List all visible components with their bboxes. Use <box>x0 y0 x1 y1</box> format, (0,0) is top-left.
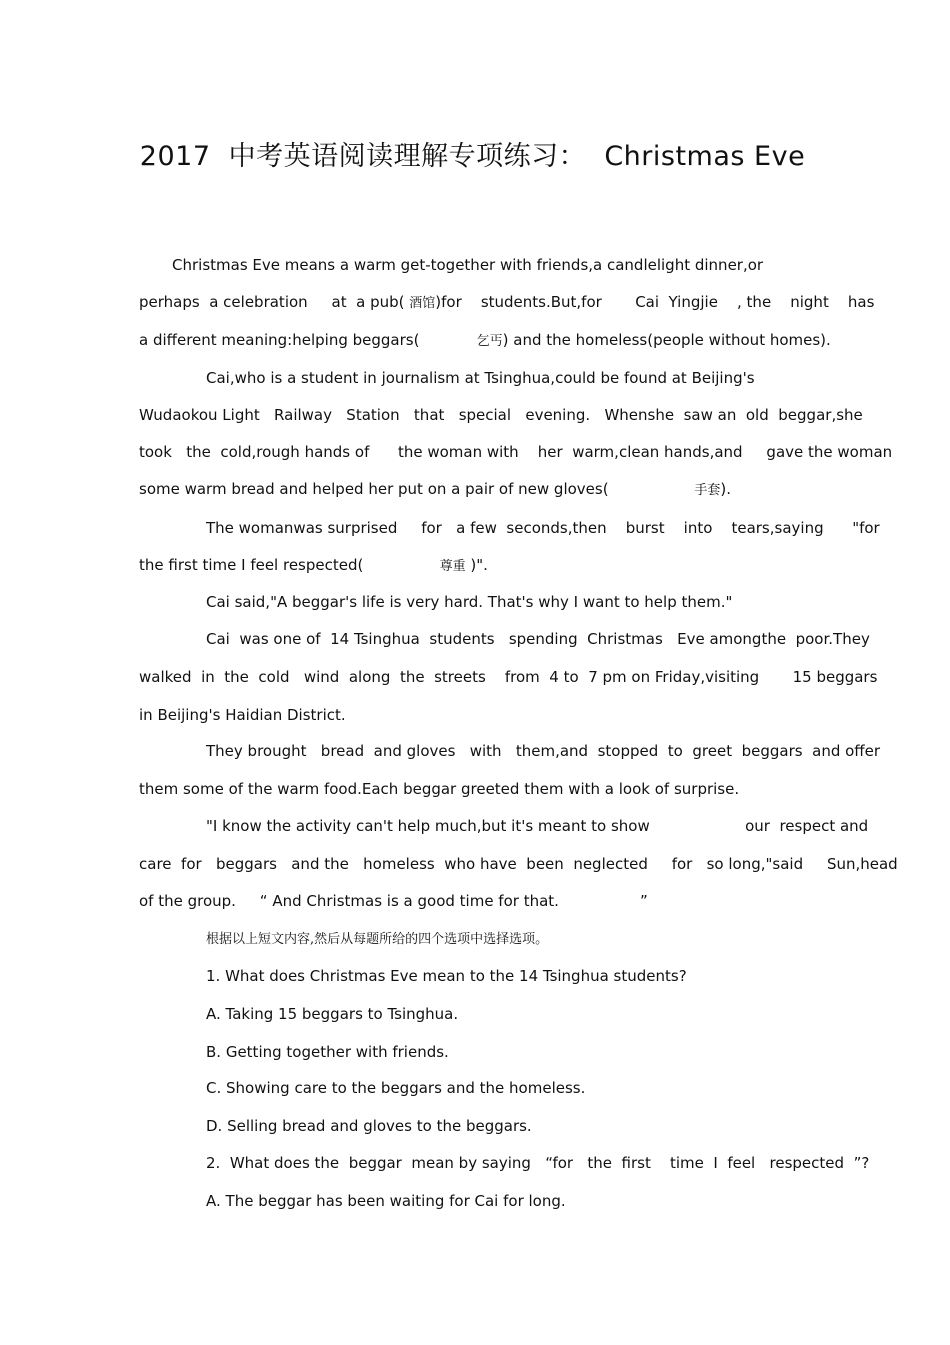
passage-line: of the group. “ And Christmas is a good time for that. ” <box>139 892 648 910</box>
passage-line: The womanwas surprised for a few seconds,then burst into tears,saying "for <box>206 519 880 537</box>
instruction: 根据以上短文内容,然后从每题所给的四个选项中选择选项。 <box>206 932 549 947</box>
answer-option: A. Taking 15 beggars to Tsinghua. <box>206 1005 459 1023</box>
passage-line: Cai said,"A beggar's life is very hard. That's why I want to help them." <box>206 593 733 611</box>
passage-line: "I know the activity can't help much,but it's meant to show our respect and <box>206 817 869 835</box>
page-title: 2017 中考英语阅读理解专项练习： Christmas Eve <box>139 141 806 172</box>
passage-line: Cai was one of 14 Tsinghua students spending Christmas Eve amongthe poor.They <box>206 630 870 648</box>
passage-line: some warm bread and helped her put on a pair of new gloves( 手套). <box>139 480 732 498</box>
answer-option: B. Getting together with friends. <box>206 1043 449 1061</box>
chinese-gloss: 手套 <box>694 483 721 498</box>
question-stem: 1. What does Christmas Eve mean to the 14 Tsinghua students? <box>206 967 687 985</box>
passage-line: them some of the warm food.Each beggar greeted them with a look of surprise. <box>139 780 740 798</box>
passage-line: the first time I feel respected( 尊重 )". <box>139 556 488 574</box>
question-stem: 2. What does the beggar mean by saying “for the first time I feel respected ”? <box>206 1154 870 1172</box>
chinese-gloss: 尊重 <box>439 559 466 574</box>
passage-line: a different meaning:helping beggars( 乞丐) and the homeless(people without homes). <box>139 331 831 349</box>
passage-line: in Beijing's Haidian District. <box>139 706 346 724</box>
chinese-gloss: 酒馆 <box>409 296 436 311</box>
passage-line: perhaps a celebration at a pub( 酒馆)for students.But,for Cai Yingjie , the night has <box>139 293 875 311</box>
passage-line: walked in the cold wind along the streets from 4 to 7 pm on Friday,visiting 15 beggars <box>139 668 878 686</box>
passage-line: Christmas Eve means a warm get-together with friends,a candlelight dinner,or <box>172 256 764 274</box>
passage-line: care for beggars and the homeless who have been neglected for so long,"said Sun,head <box>139 855 898 873</box>
chinese-gloss: 乞丐 <box>476 334 503 349</box>
passage-line: They brought bread and gloves with them,and stopped to greet beggars and offer <box>206 742 881 760</box>
passage-line: Cai,who is a student in journalism at Tsinghua,could be found at Beijing's <box>206 369 755 387</box>
answer-option: A. The beggar has been waiting for Cai for long. <box>206 1192 566 1210</box>
passage-line: took the cold,rough hands of the woman with her warm,clean hands,and gave the woman <box>139 443 893 461</box>
passage-line: Wudaokou Light Railway Station that special evening. Whenshe saw an old beggar,she <box>139 406 863 424</box>
answer-option: C. Showing care to the beggars and the homeless. <box>206 1079 586 1097</box>
answer-option: D. Selling bread and gloves to the beggars. <box>206 1117 532 1135</box>
